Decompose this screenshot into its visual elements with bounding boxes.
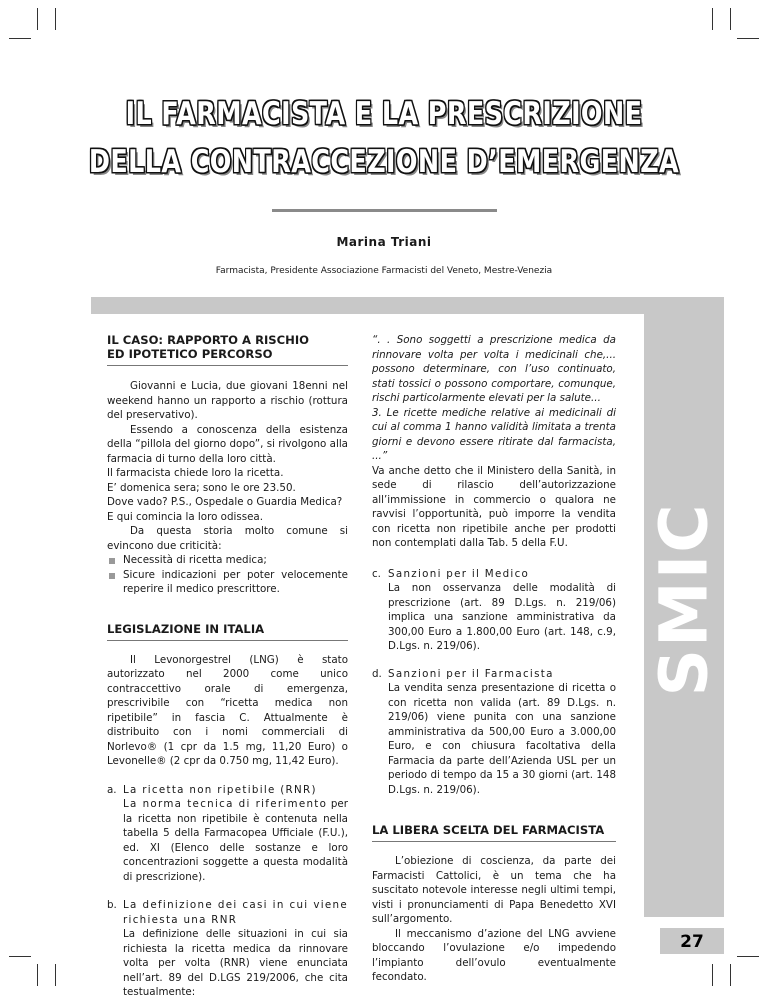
list-label: a. — [107, 783, 117, 796]
list-item-body: La definizione delle situazioni in cui sia richiesta la ricetta medica da rinnovare volta per volta (RNR) viene enunciata nell’art. 89 del D.LGS 219/2006, che cita testualmente: — [123, 928, 348, 998]
crop-mark — [712, 8, 713, 30]
text-line: Il farmacista chiede loro la ricetta. — [107, 467, 284, 479]
list-label: c. — [372, 567, 381, 580]
section-heading-legislation: LEGISLAZIONE IN ITALIA — [107, 621, 265, 636]
crop-mark — [55, 8, 56, 30]
crop-mark — [37, 8, 38, 30]
paragraph: Essendo a conoscenza della esistenza della “pillola del giorno dopo”, si rivolgono alla farmacia di turno della loro città. — [107, 423, 348, 465]
paragraph: Va anche detto che il Ministero della Sanità, in sede di rilascio dell’autorizzazione all’immissione in commercio o qualora ne ravvisi l’opportunità, può imporre la vendita con ricetta non ripetibile anche per prodotti non contemplati dalla Tab. 5 della F.U. — [372, 464, 616, 549]
list-item-a — [107, 783, 348, 885]
quote: “. . Sono soggetti a prescrizione medica da rinnovare volta per volta i medicinali che,... possono determinare, con l’uso continuato, stati tossici o possono comportare, comunque, rischi particolarmente elevati per la salute... — [372, 334, 616, 404]
list-item-b — [107, 898, 348, 1000]
list-item-title: Sanzioni per il Farmacista — [388, 667, 554, 680]
crop-mark — [9, 956, 31, 957]
crop-mark — [37, 964, 38, 986]
crop-mark — [737, 38, 759, 39]
crop-mark — [730, 8, 731, 30]
section-heading-line: ED IPOTETICO PERCORSO — [107, 347, 273, 361]
paragraph: L’obiezione di coscienza, da parte dei Farmacisti Cattolici, è un tema che ha suscitato notevole interesse negli ultimi tempi, visti i pronunciamenti di Papa Benedetto XVI sull’argomento. — [372, 855, 616, 925]
list-item-body: La vendita senza presentazione di ricetta o con ricetta non valida (art. 89 D.Lgs. n. 219/06) viene punita con una sanzione amministrativa da 500,00 Euro a 3.000,00 Euro, e con chiusura facoltativa della Farmacia da parte dell’Azienda USL per un periodo di tempo da 15 a 30 giorni (art. 148 D.Lgs. n. 219/06). — [388, 682, 616, 796]
paragraph: Giovanni e Lucia, due giovani 18enni nel weekend hanno un rapporto a rischio (rottura del preservativo). — [107, 380, 348, 421]
section-heading-line: IL CASO: RAPPORTO A RISCHIO — [107, 333, 310, 347]
list-label: d. — [372, 667, 382, 680]
title-divider — [272, 209, 497, 212]
paragraph: Il Levonorgestrel (LNG) è stato autorizzato nel 2000 come unico contraccettivo orale di emergenza, prescrivibile con “ricetta medica non ripetibile” in fascia C. Attualmente è distribuito con i nomi commerciali di Norlevo® (1 cpr da 1.5 mg, 11,20 Euro) o Levonelle® (2 cpr da 0.750 mg, 11,42 Euro). — [107, 653, 348, 767]
list-item-c — [372, 567, 616, 654]
list-item-text: per la ricetta non ripetibile è contenuta nella tabella 5 della Farmacopea Ufficiale (F.U.), ed. XI (Elenco delle sostanze e loro concentrazioni soggette a questa modalità di prescrizione). — [123, 798, 348, 883]
section-heading-free-choice: LA LIBERA SCELTA DEL FARMACISTA — [372, 823, 605, 837]
right-column — [372, 333, 616, 985]
bullet-item: Sicure indicazioni per poter velocemente reperire il medico prescrittore. — [107, 568, 348, 597]
side-label: SMIC — [645, 502, 723, 697]
crop-mark — [712, 964, 713, 986]
list-item-d — [372, 667, 616, 798]
bullet-item: Necessità di ricetta medica; — [107, 553, 348, 568]
crop-mark — [730, 964, 731, 986]
text-line: E qui comincia la loro odissea. — [107, 510, 263, 523]
list-item-title: La definizione dei casi in cui viene richiesta una RNR — [123, 899, 348, 926]
author-name: Marina Triani — [336, 235, 432, 249]
article-title-line1: IL FARMACISTA E LA PRESCRIZIONE — [125, 96, 643, 132]
list-item-body: La non osservanza delle modalità di prescrizione (art. 89 D.Lgs. n. 219/06) implica una sanzione amministrativa da 300,00 Euro a 1.800,00 Euro (art. 148, c.9, D.Lgs. n. 219/06). — [388, 582, 616, 652]
left-column — [107, 333, 348, 1000]
author-affiliation: Farmacista, Presidente Associazione Farmacisti del Veneto, Mestre-Venezia — [215, 266, 553, 276]
paragraph: Da questa storia molto comune si evincono due criticità: — [107, 525, 348, 552]
list-item-lead: La norma tecnica di riferimento — [123, 798, 328, 810]
list-item-title: La ricetta non ripetibile (RNR) — [123, 783, 317, 796]
crop-mark — [55, 964, 56, 986]
quote: 3. Le ricette mediche relative ai medicinali di cui al comma 1 hanno validità limitata a trenta giorni e devono essere ritirate dal farmacista, ...” — [372, 406, 616, 462]
list-item-title: Sanzioni per il Medico — [388, 567, 530, 580]
text-line: E’ domenica sera; sono le ore 23.50. — [107, 481, 296, 494]
page-number: 27 — [660, 928, 724, 954]
list-item-body — [123, 797, 348, 884]
crop-mark — [9, 38, 31, 39]
paragraph: Il meccanismo d’azione del LNG avviene bloccando l’ovulazione e/o impedendo l’impianto dell’ovulo eventualmente fecondato. — [372, 927, 616, 983]
crop-mark — [737, 956, 759, 957]
section-heading-case — [107, 333, 348, 361]
list-label: b. — [107, 899, 117, 911]
text-line: Dove vado? P.S., Ospedale o Guardia Medica? — [107, 496, 343, 508]
article-title-line2: DELLA CONTRACCEZIONE D’EMERGENZA — [88, 144, 680, 180]
